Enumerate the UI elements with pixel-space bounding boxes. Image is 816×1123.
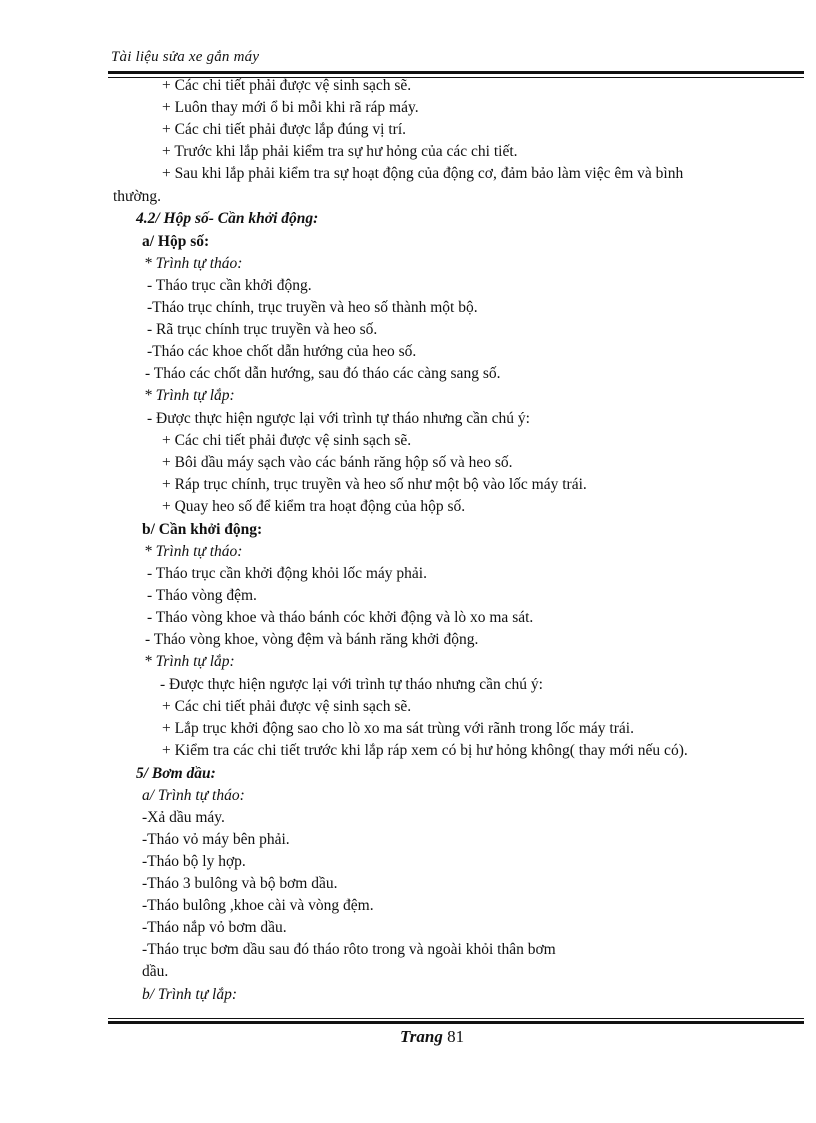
text-line: + Quay heo số để kiểm tra hoạt động của hộp số.: [162, 498, 466, 515]
text-line: + Luôn thay mới ổ bi mỗi khi rã ráp máy.: [162, 99, 419, 116]
text-line: -Tháo trục bơm dầu sau đó tháo rôto trong và ngoài khỏi thân bơm: [142, 941, 556, 958]
text-line: -Tháo trục chính, trục truyền và heo số thành một bộ.: [147, 299, 478, 316]
text-line: -Xả dầu máy.: [142, 809, 225, 826]
text-line: + Trước khi lắp phải kiểm tra sự hư hỏng của các chi tiết.: [162, 143, 518, 160]
footer-rule-thick: [108, 1021, 804, 1024]
text-line: dầu.: [142, 963, 169, 980]
text-line: + Sau khi lắp phải kiểm tra sự hoạt động của động cơ, đảm bảo làm việc êm và bình: [162, 165, 684, 182]
text-line: + Các chi tiết phải được vệ sinh sạch sẽ.: [162, 432, 412, 449]
text-line: -Tháo bộ ly hợp.: [142, 853, 246, 870]
text-line: * Trình tự tháo:: [144, 255, 243, 272]
text-line: - Được thực hiện ngược lại với trình tự tháo nhưng cần chú ý:: [160, 676, 543, 693]
page-footer: [400, 1027, 464, 1047]
text-line: -Tháo nắp vỏ bơm dầu.: [142, 919, 287, 936]
text-line: * Trình tự tháo:: [144, 543, 243, 560]
text-line: * Trình tự lắp:: [144, 387, 235, 404]
text-line: - Tháo vòng khoe, vòng đệm và bánh răng khởi động.: [145, 631, 479, 648]
text-line: - Tháo các chốt dẫn hướng, sau đó tháo các càng sang số.: [145, 365, 501, 382]
text-line: -Tháo 3 bulông và bộ bơm dầu.: [142, 875, 338, 892]
text-line: b/ Trình tự lắp:: [142, 986, 238, 1003]
text-line: * Trình tự lắp:: [144, 653, 235, 670]
text-line: + Kiểm tra các chi tiết trước khi lắp ráp xem có bị hư hỏng không( thay mới nếu có).: [162, 742, 688, 759]
footer-rule-thin: [108, 1018, 804, 1019]
text-line: + Các chi tiết phải được lắp đúng vị trí.: [162, 121, 407, 138]
text-line: + Các chi tiết phải được vệ sinh sạch sẽ.: [162, 698, 412, 715]
text-line: a/ Trình tự tháo:: [142, 787, 245, 804]
text-line: -Tháo vỏ máy bên phải.: [142, 831, 290, 848]
text-line: 4.2/ Hộp số- Cần khởi động:: [136, 210, 319, 227]
text-line: b/ Cần khởi động:: [142, 521, 263, 538]
page-number: 81: [447, 1027, 465, 1046]
text-line: a/ Hộp số:: [142, 233, 210, 250]
text-line: + Lắp trục khởi động sao cho lò xo ma sát trùng với rãnh trong lốc máy trái.: [162, 720, 634, 737]
text-line: - Tháo trục cần khởi động.: [147, 277, 312, 294]
page-header-title: Tài liệu sửa xe gắn máy: [111, 49, 260, 65]
text-line: thường.: [113, 188, 162, 205]
text-line: + Các chi tiết phải được vệ sinh sạch sẽ.: [162, 77, 412, 94]
text-line: - Tháo vòng đệm.: [147, 587, 257, 604]
text-line: - Tháo trục cần khởi động khỏi lốc máy phải.: [147, 565, 427, 582]
header-rule-thick: [108, 71, 804, 74]
page-word: Trang: [400, 1027, 443, 1046]
text-line: + Ráp trục chính, trục truyền và heo số như một bộ vào lốc máy trái.: [162, 476, 587, 493]
text-line: + Bôi dầu máy sạch vào các bánh răng hộp số và heo số.: [162, 454, 513, 471]
text-line: - Tháo vòng khoe và tháo bánh cóc khởi động và lò xo ma sát.: [147, 609, 534, 626]
text-line: 5/ Bơm dầu:: [136, 765, 216, 782]
text-line: -Tháo các khoe chốt dẫn hướng của heo số.: [147, 343, 417, 360]
text-line: -Tháo bulông ,khoe cài và vòng đệm.: [142, 897, 374, 914]
text-line: - Được thực hiện ngược lại với trình tự tháo nhưng cần chú ý:: [147, 410, 530, 427]
text-line: - Rã trục chính trục truyền và heo số.: [147, 321, 378, 338]
